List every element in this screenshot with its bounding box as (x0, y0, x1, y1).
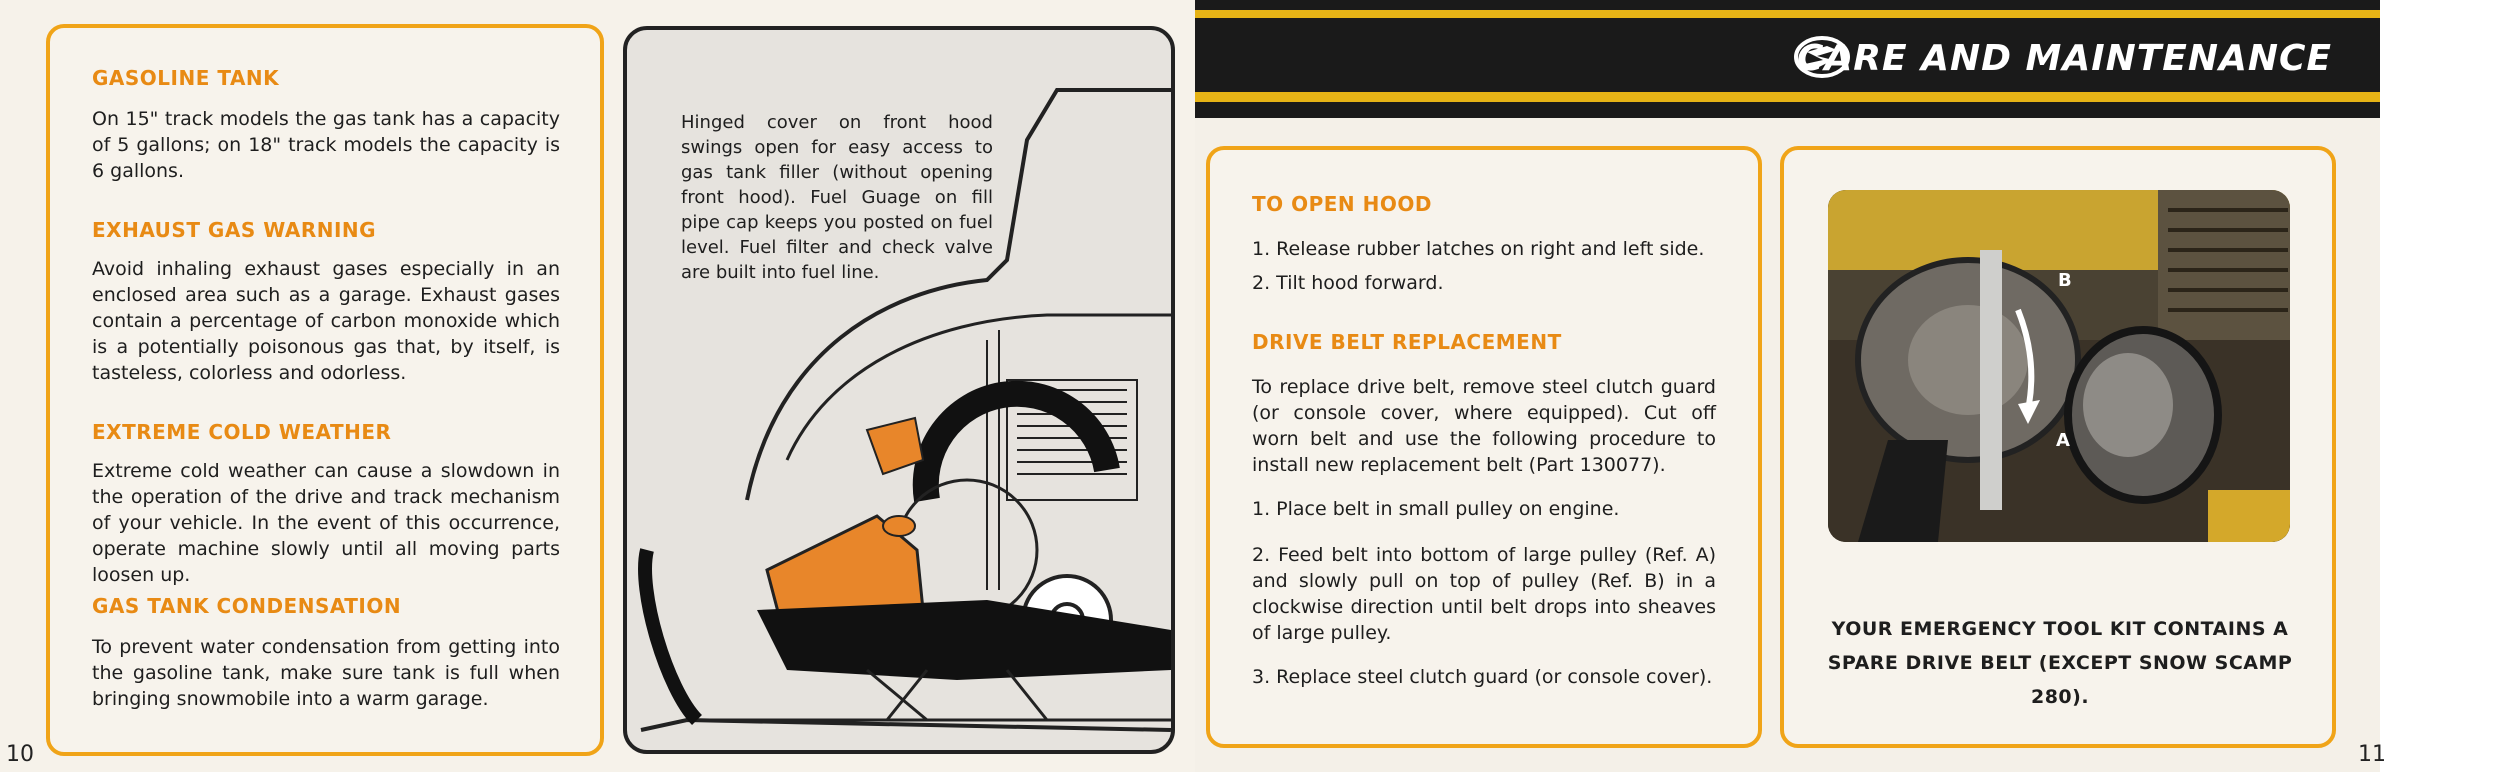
section-heading-exhaust-gas-warning: EXHAUST GAS WARNING (92, 218, 377, 242)
illustration-caption: Hinged cover on front hood swings open for easy access to gas tank filler (without opening front hood). Fuel Guage on fill pipe cap keeps you posted on fuel level. Fuel filter and check valve are built into fuel line. (681, 112, 993, 283)
photo-label-b: B (2058, 270, 2072, 291)
section-body-extreme-cold-weather: Extreme cold weather can cause a slowdown in the operation of the drive and track mechanism of your vehicle. In the event of this occurrence, operate machine slowly until all moving parts loosen up. (92, 460, 560, 586)
open-hood-step-2: 2. Tilt hood forward. (1252, 272, 1444, 294)
header-band (1195, 0, 2380, 118)
header-title: CARE AND MAINTENANCE (1796, 38, 2332, 79)
header-stripe-top (1195, 10, 2380, 18)
section-heading-gas-tank-condensation: GAS TANK CONDENSATION (92, 594, 402, 618)
drive-belt-step-1: 1. Place belt in small pulley on engine. (1252, 498, 1620, 520)
page-number-left: 10 (6, 742, 34, 767)
open-hood-step-1: 1. Release rubber latches on right and left side. (1252, 238, 1705, 260)
snowmobile-illustration-panel (623, 26, 1175, 754)
heading-drive-belt-replacement: DRIVE BELT REPLACEMENT (1252, 330, 1562, 354)
section-heading-extreme-cold-weather: EXTREME COLD WEATHER (92, 420, 392, 444)
drive-belt-photo (1828, 190, 2290, 542)
page-number-right: 11 (2358, 742, 2386, 767)
drive-belt-intro: To replace drive belt, remove steel clutch guard (or console cover, where equipped). Cut off worn belt and use the following procedure to install new replacement belt (Part 130077). (1252, 376, 1716, 476)
scan-edge (2380, 0, 2500, 772)
section-body-exhaust-gas-warning: Avoid inhaling exhaust gases especially in an enclosed area such as a garage. Exhaust gases contain a percentage of carbon monoxide which is a potentially poisonous gas that, by itself, is tasteless, colorless and odorless. (92, 258, 560, 384)
photo-label-a: A (2056, 430, 2070, 451)
drive-belt-step-2: 2. Feed belt into bottom of large pulley (Ref. A) and slowly pull on top of pulley (Ref. B) in a clockwise direction until belt drops into sheaves of large pulley. (1252, 544, 1716, 644)
header-stripe-bottom (1195, 92, 2380, 102)
section-body-gasoline-tank: On 15" track models the gas tank has a capacity of 5 gallons; on 18" track models the capacity is 6 gallons. (92, 108, 560, 182)
pulley-photo-drawing (1828, 190, 2290, 542)
drive-belt-step-3: 3. Replace steel clutch guard (or console cover). (1252, 666, 1713, 688)
tool-kit-caption: YOUR EMERGENCY TOOL KIT CONTAINS A SPARE DRIVE BELT (EXCEPT SNOW SCAMP 280). (1827, 618, 2293, 708)
heading-open-hood: TO OPEN HOOD (1252, 192, 1432, 216)
section-heading-gasoline-tank: GASOLINE TANK (92, 66, 280, 90)
section-body-gas-tank-condensation: To prevent water condensation from getting into the gasoline tank, make sure tank is full when bringing snowmobile into a warm garage. (92, 636, 560, 710)
